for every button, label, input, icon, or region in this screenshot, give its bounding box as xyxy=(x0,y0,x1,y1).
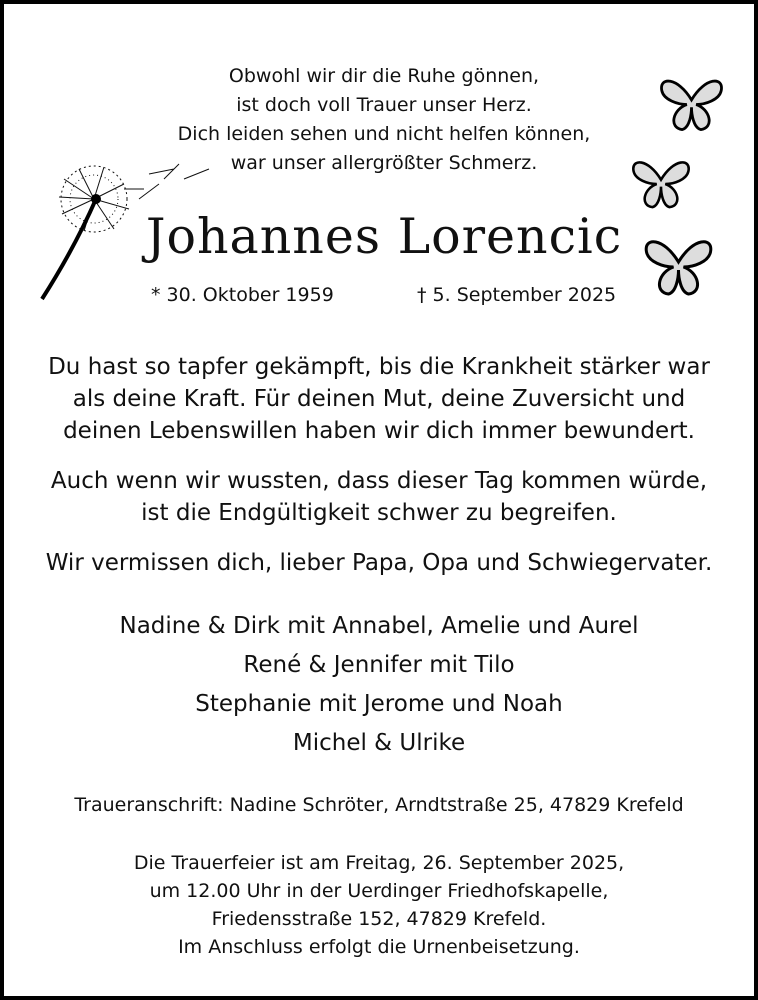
tribute-paragraph: Wir vermissen dich, lieber Papa, Opa und Schwiegervater. xyxy=(45,550,713,576)
text-line: Du hast so tapfer gekämpft, bis die Krankheit stärker war xyxy=(48,354,710,380)
family-member: Nadine & Dirk mit Annabel, Amelie und Aurel xyxy=(119,613,639,639)
text-line: um 12.00 Uhr in der Uerdinger Friedhofskapelle, xyxy=(149,880,609,902)
text-line: ist die Endgültigkeit schwer zu begreifen. xyxy=(141,500,617,526)
poem-line: Obwohl wir dir die Ruhe gönnen, xyxy=(228,65,540,87)
tribute-paragraph xyxy=(4,465,754,529)
deceased-name: Johannes Lorencic xyxy=(145,208,623,265)
birth-date: * 30. Oktober 1959 xyxy=(151,284,334,306)
family-member: René & Jennifer mit Tilo xyxy=(243,652,515,678)
tribute-paragraph xyxy=(4,351,754,447)
family-member: Stephanie mit Jerome und Noah xyxy=(195,691,563,717)
family-member: Michel & Ulrike xyxy=(292,730,466,756)
text-line: Im Anschluss erfolgt die Urnenbeisetzung. xyxy=(178,936,580,958)
text-line: Die Trauerfeier ist am Freitag, 26. September 2025, xyxy=(133,852,625,874)
poem-line: Dich leiden sehen und nicht helfen können, xyxy=(177,123,591,145)
mourning-address: Traueranschrift: Nadine Schröter, Arndtstraße 25, 47829 Krefeld xyxy=(74,794,684,816)
death-date: † 5. September 2025 xyxy=(417,284,617,306)
family-list xyxy=(4,607,754,763)
text-line: deinen Lebenswillen haben wir dich immer bewundert. xyxy=(63,418,695,444)
poem xyxy=(14,62,754,178)
poem-line: ist doch voll Trauer unser Herz. xyxy=(236,94,532,116)
funeral-details xyxy=(4,849,754,961)
text-line: Friedensstraße 152, 47829 Krefeld. xyxy=(211,908,547,930)
poem-line: war unser allergrößter Schmerz. xyxy=(230,152,538,174)
text-line: Auch wenn wir wussten, dass dieser Tag kommen würde, xyxy=(50,468,708,494)
text-line: als deine Kraft. Für deinen Mut, deine Zuversicht und xyxy=(72,386,686,412)
